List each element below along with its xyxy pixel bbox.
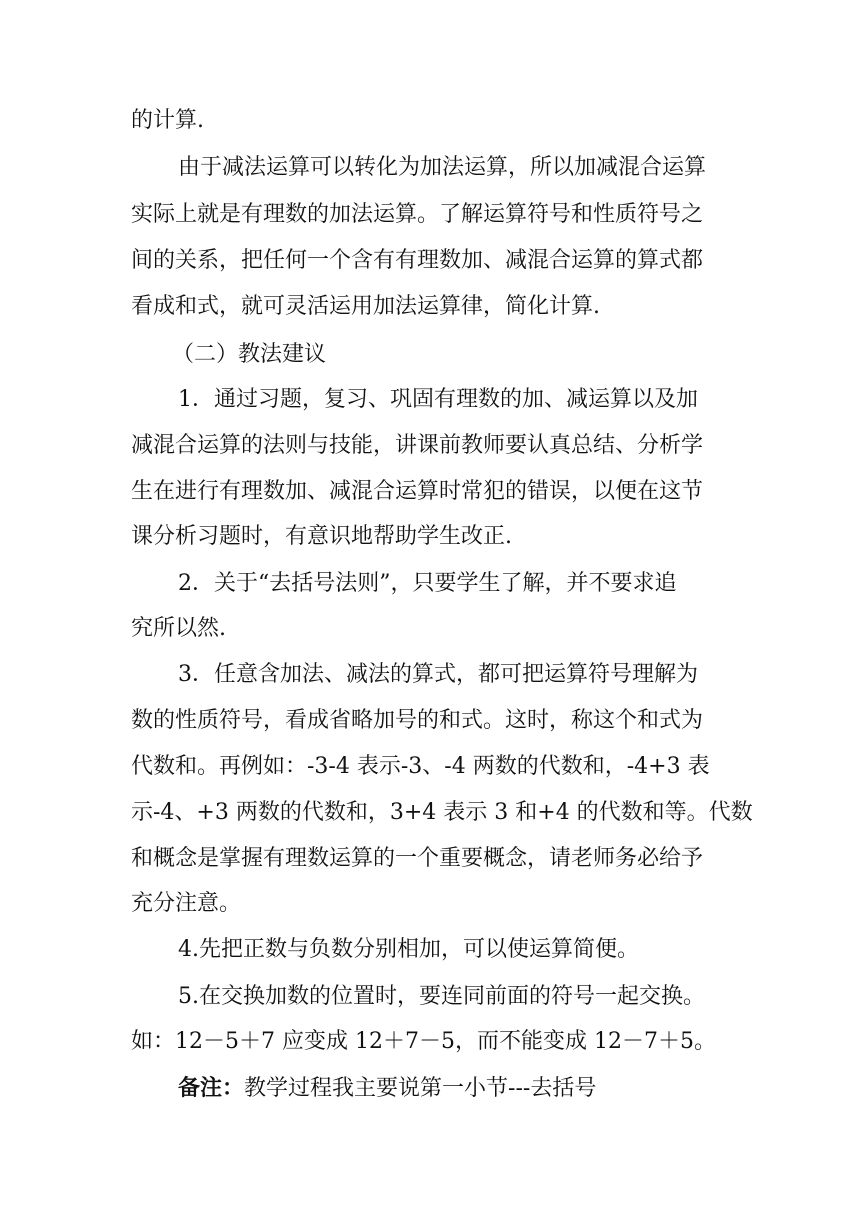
text-line-5: 看成和式，就可灵活运用加法运算律，简化计算. (131, 294, 600, 319)
text-line-7: 1．通过习题，复习、巩固有理数的加、减运算以及加 (178, 387, 698, 412)
text-line-4: 间的关系，把任何一个含有有理数加、减混合运算的算式都 (131, 248, 704, 273)
text-line-8: 减混合运算的法则与技能，讲课前教师要认真总结、分析学 (131, 433, 704, 458)
text-line-10: 课分析习题时，有意识地帮助学生改正. (131, 524, 512, 549)
section-heading: （二）教法建议 (172, 342, 327, 367)
text-line-9: 生在进行有理数加、减混合运算时常犯的错误，以便在这节 (131, 479, 704, 504)
text-line-15: 代数和。再例如：-3-4 表示-3、-4 两数的代数和，-4+3 表 (131, 754, 710, 779)
text-line-19: 4.先把正数与负数分别相加，可以使运算简便。 (178, 937, 639, 962)
text-line-3: 实际上就是有理数的加法运算。了解运算符号和性质符号之 (131, 202, 704, 227)
note-text: 教学过程我主要说第一小节---去括号 (244, 1076, 597, 1101)
text-line-20: 5.在交换加数的位置时，要连同前面的符号一起交换。 (178, 984, 705, 1009)
text-line-11: 2．关于“去括号法则”，只要学生了解，并不要求追 (178, 571, 677, 596)
text-line-18: 充分注意。 (131, 891, 242, 916)
note-line (178, 1073, 738, 1104)
text-line-12: 究所以然. (131, 616, 226, 641)
text-line-2: 由于减法运算可以转化为加法运算，所以加减混合运算 (178, 155, 707, 180)
note-label: 备注： (178, 1075, 245, 1101)
text-line-16: 示-4、+3 两数的代数和，3+4 表示 3 和+4 的代数和等。代数 (131, 800, 753, 825)
text-line-13: 3．任意含加法、减法的算式，都可把运算符号理解为 (178, 662, 698, 687)
text-line-1: 的计算. (131, 108, 204, 133)
text-line-17: 和概念是掌握有理数运算的一个重要概念，请老师务必给予 (131, 846, 704, 871)
text-line-21: 如：12－5＋7 应变成 12＋7－5，而不能变成 12－7＋5。 (131, 1029, 716, 1054)
text-line-14: 数的性质符号，看成省略加号的和式。这时，称这个和式为 (131, 708, 704, 733)
